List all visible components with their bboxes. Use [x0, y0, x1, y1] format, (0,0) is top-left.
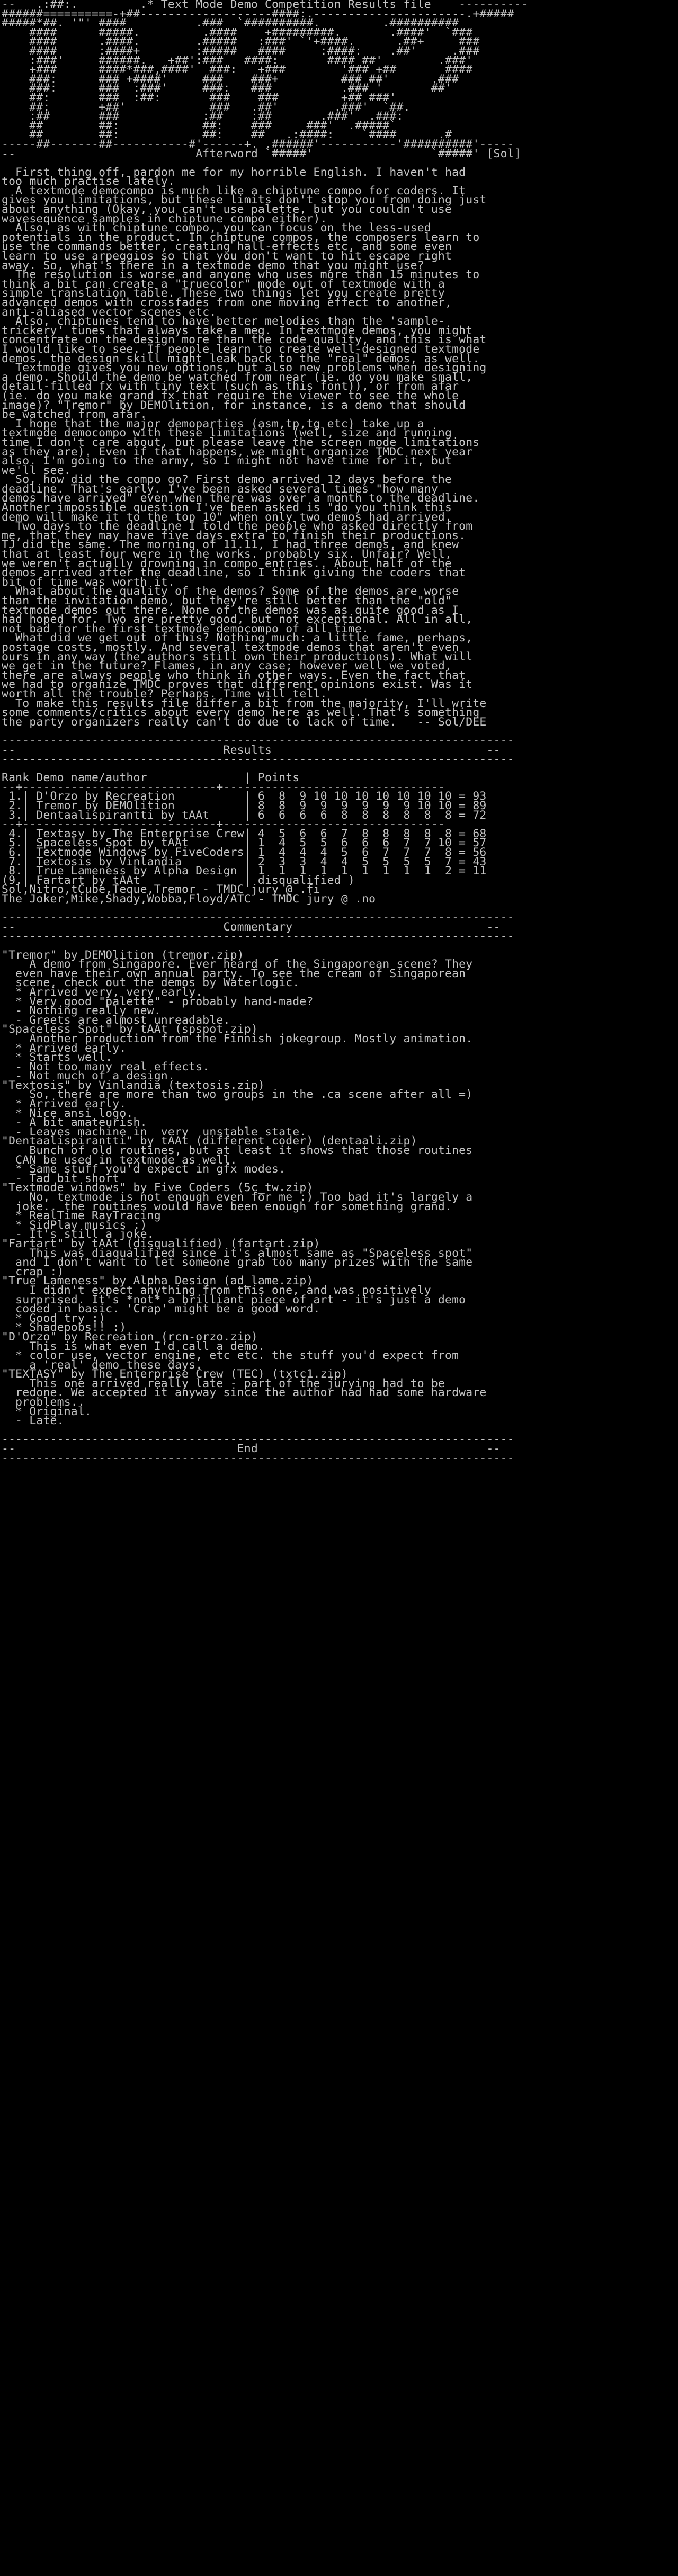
text-line: that at least four were in the works. probably six. Unfair? Well, [2, 548, 452, 561]
text-line: --+----------------------------+-------------------------------- [2, 780, 445, 794]
text-line: use the commands better, creating hall-effects etc, and some even [2, 240, 452, 254]
text-line: Two days to the deadline I told the people who asked directly from [2, 520, 473, 533]
text-line: coded in basic. 'Crap' might be a good word. [2, 1302, 320, 1316]
text-line: scene, check out the demos by Waterlogic. [2, 976, 300, 990]
text-line: ours in any way (the authors still own their productions). What will [2, 650, 473, 664]
text-line: CAN be used in textmode as well. [2, 1153, 237, 1167]
text-line: * Same stuff you'd expect in gfx modes. [2, 1162, 286, 1176]
text-line: "D'Orzo" by Recreation (rcn-orzo.zip) [2, 1330, 258, 1344]
text-line: me, that they may have five days extra to finish their productions. [2, 529, 466, 542]
text-line: "TEXTASY" by The Enterprise Crew (TEC) (txtc1.zip) [2, 1367, 348, 1381]
text-line: ## ##: ##: ### ###' .#####` [2, 119, 397, 132]
text-line: * Arrived very, very early. [2, 985, 203, 999]
text-line: First thing off, pardon me for my horrible English. I haven't had [2, 165, 466, 179]
text-line: advanced demos with crossfades from one moving effect to another, [2, 296, 452, 309]
text-line: Also, as with chiptune compo, you can focus on the less-used [2, 221, 431, 235]
text-line: So, there are more than two groups in the .ca scene after all =) [2, 1088, 473, 1102]
text-line: No, textmode is not enough even for me :) Too bad it's largely a [2, 1191, 473, 1204]
text-line: not bad for the first textmode democompo of all time. [2, 622, 369, 636]
text-line: some comments/critics about every demo here as well. That's something [2, 706, 480, 720]
text-line: -- Commentary -- [2, 920, 501, 934]
text-line: "Spaceless Spot" by tAAt (spspot.zip) [2, 1023, 258, 1036]
text-line: and I don't want to let someone grab too many prizes with the same [2, 1256, 473, 1269]
text-line: bit of time was worth it. [2, 575, 175, 589]
text-line: 3.| Dentaalispirantti by tAAt | 6 6 6 6 8 8 8 8 8 8 = 72 [2, 808, 487, 822]
text-line: Rank Demo name/author | Points [2, 771, 300, 785]
text-line: -------------------------------------------------------------------------- [2, 1433, 514, 1446]
text-line: * Nice ansi logo. [2, 1106, 133, 1120]
text-line: demos arrived after the deadline, so I think giving the coders that [2, 566, 466, 580]
text-line: 1.| D'Orzo by Recreation | 6 8 9 10 10 10 10 10 10 10 = 93 [2, 790, 487, 803]
text-line: -- .:##:. .* Text Mode Demo Competition Results file ---------- [2, 0, 528, 11]
text-line: The Joker,Mike,Shady,Wobba,Floyd/ATC - TMDC jury @ .no [2, 892, 376, 906]
text-line: TJ did the same. The morning of 11.11, I had three demos, and knew [2, 538, 459, 552]
text-line: #### #####. .#### +#########. .####' `### [2, 25, 473, 39]
text-line: 5.| Spaceless Spot by tAAt | 1 4 5 5 6 6 6 7 7 10 = 57 [2, 836, 487, 850]
text-line: - A bit amateurish. [2, 1116, 147, 1130]
text-line: - Late. [2, 1414, 64, 1428]
text-line: -------------------------------------------------------------------------- [2, 911, 514, 925]
text-line: -------------------------------------------------------------------------- [2, 753, 514, 766]
text-line: a 'real' demo these days. [2, 1358, 203, 1372]
text-line: 7.| Textosis by Vinlandia | 2 3 3 4 4 5 5 5 5 7 = 43 [2, 855, 487, 869]
text-line: * Starts well. [2, 1051, 113, 1065]
text-line: Textmode gives you new options, but also new problems when designing [2, 361, 487, 375]
text-line: The resolution is worse and anyone who uses more than 15 minutes to [2, 268, 480, 282]
text-line: :###' ######. +##':### ####: #### ##' .###' [2, 53, 473, 67]
text-line: time I don't care about, but please leave the screen mode limitations [2, 435, 480, 449]
text-line: This was diaqualified since it's almost same as "Spaceless spot" [2, 1246, 473, 1260]
text-line: 6.| Textmode Windows by FiveCoders| 1 4 4 4 5 6 7 7 7 8 = 56 [2, 846, 487, 860]
text-line: -------------------------------------------------------------------------- [2, 734, 514, 747]
text-line: This is what even I'd call a demo. [2, 1339, 265, 1353]
text-line: (9.| Fartart by tAAt | disqualified ) [2, 873, 355, 887]
text-line: gives you limitations, but these limits don't stop you from doing just [2, 193, 487, 207]
text-line: ## ##: ##: ## .:####: `#### .# [2, 128, 452, 142]
text-line: as they are). Even if that happens, we might organize TMDC next year [2, 445, 473, 459]
text-line: we get in the future? Flames, in any case; however well we voted, [2, 659, 452, 673]
text-line: -- End -- [2, 1442, 501, 1456]
text-line: * color use, vector engine, etc etc. the stuff you'd expect from [2, 1349, 459, 1363]
text-line: ###: ### +####' ### ###+ ### ##' .### [2, 72, 459, 86]
text-line: ##: ### :##: ### ### +## ###' [2, 91, 397, 104]
text-line: demo will make it to the top 10" when only two demos had arrived. [2, 510, 452, 524]
text-line: potentials in the product. In chiptune compos, the composers learn to [2, 230, 480, 244]
text-line: problems.. [2, 1396, 85, 1409]
text-line: * SidPlay musics :) [2, 1218, 147, 1232]
text-line: "Textosis" by Vinlandia (textosis.zip) [2, 1078, 265, 1092]
text-line: "Textmode windows" by Five Coders (5c_tw.zip) [2, 1181, 314, 1195]
text-line: --+----------------------------+-------------------------------- [2, 818, 445, 831]
text-line: I would like to see. If people learn to create well-designed textmode [2, 342, 480, 356]
text-line: wavesequence samples in chiptune compo either). [2, 212, 327, 226]
text-line: ###: ### :###' ###: ### .### ' ##' [2, 82, 452, 95]
text-line: "Fartart" by tAAt (disqualified) (fartart.zip) [2, 1237, 320, 1250]
text-line: crap :) [2, 1265, 64, 1278]
text-line: This one arrived really late - part of the jurying had to be [2, 1376, 445, 1390]
text-line: 4.| Textasy by The Enterprise Crew| 4 5 6 6 7 8 8 8 8 8 = 68 [2, 827, 487, 840]
text-line: - Not too many real effects. [2, 1060, 210, 1074]
text-line: - It's still a joke. [2, 1228, 154, 1241]
text-line: image)? "Tremor" by DEMOlition, for instance, is a demo that should [2, 398, 466, 412]
text-line: joke.. the routines would have been enough for something grand. [2, 1200, 452, 1213]
text-line: worth all the trouble? Perhaps. Time will tell. [2, 687, 327, 701]
text-line: * RealTime RayTracing [2, 1209, 161, 1223]
text-line: "Tremor" by DEMOlition (tremor.zip) [2, 948, 244, 962]
text-line: demos, the design skill might leak back to the "real" demos, as well. [2, 352, 480, 365]
text-line: simple translation table. These two things let you create pretty [2, 287, 445, 300]
text-line: -- Results -- [2, 743, 501, 757]
text-line: trickery' tunes that always take a meg. In textmode demos, you might [2, 324, 473, 337]
text-line: demos have arrived" even when there was over a month to the deadline. [2, 491, 480, 505]
text-line: So, how did the compo go? First demo arrived 12 days before the [2, 473, 452, 487]
text-line: we weren't actually drowning in compo entries.. About half of the [2, 557, 452, 570]
text-line: learn to use arpeggios so that you don't want to hit escape right [2, 249, 452, 263]
text-line: even have their own annual party. To see the cream of Singaporean [2, 967, 466, 980]
text-line: I hope that the major demoparties (asm,tp,tg etc) take up a [2, 417, 424, 431]
text-line: -----##-------##-----------#'------+. .######'-----------'##########'----- [2, 137, 514, 151]
text-line: +### ####*###,####' ###: +### '### +## #### [2, 63, 473, 77]
text-line: the party organizers really can't do due to lack of time. -- Sol/DEE [2, 715, 487, 729]
text-line: A textmode democompo is much like a chiptune compo for coders. It [2, 184, 466, 198]
text-line: "Dentaalispirantti" by tAAt (different coder) (dentaali.zip) [2, 1134, 417, 1148]
text-line: I didn't expect anything from this one, and was positively [2, 1283, 431, 1297]
text-line: deadline. That's early. I've been asked several times "how many [2, 482, 438, 496]
text-line: A demo from Singapore. Ever heard of the Singaporean scene? They [2, 958, 473, 971]
text-line: 2.| Tremor by DEMOlition | 8 8 9 9 9 9 9 9 10 10 = 89 [2, 799, 487, 813]
text-line: * Shadepobs!! :) [2, 1321, 127, 1335]
text-line: (ie. do you make grand fx that require the viewer to see the whole [2, 389, 459, 402]
text-line: - Nothing really new. [2, 1004, 161, 1018]
text-line: - Not much of a design. [2, 1069, 175, 1083]
text-line: there are always people who think in other ways. Even the fact that [2, 668, 466, 682]
text-line: What about the quality of the demos? Some of the demos are worse [2, 585, 459, 598]
text-line: Sol,Nitro,tCube,Teque,Tremor - TMDC jury @ .fi [2, 883, 320, 897]
text-line: anti-aliased vector scenes etc. [2, 305, 217, 319]
text-line: * Good try :) [2, 1311, 106, 1325]
text-line: be watched from afar. [2, 408, 147, 422]
text-line: too much practise lately. [2, 175, 175, 189]
text-line: -- Afterword `#####' `#####' [Sol] [2, 147, 521, 160]
text-line: What did we get out of this? Nothing much: a little fame, perhaps, [2, 631, 473, 645]
text-line: we'll see. [2, 463, 71, 477]
text-line: To make this results file differ a bit from the majority, I'll write [2, 696, 487, 710]
text-line: #### .####. .##### :###' `'+####. .##+ ### [2, 35, 480, 49]
text-line: - Greets are almost unreadable. [2, 1013, 230, 1027]
text-line: "True Lameness" by Alpha Design (ad_lame.zip) [2, 1274, 314, 1288]
text-line: - Leaves machine in _very_ unstable state. [2, 1125, 307, 1139]
text-line: also. I'm going to the army, so I might not have time for it, but [2, 454, 452, 468]
text-line: had hoped for. Two are pretty good, but not exceptional. All in all, [2, 613, 473, 627]
text-line: #####*##. '"' #### .### `##########. .########## [2, 16, 459, 30]
text-line: detail-filled fx with tiny text (such as this font)), or from afar [2, 380, 459, 393]
text-line: Another impossible question I've been asked is "do you think this [2, 501, 452, 515]
text-line: surprised. It's *not* a brilliant piece of art - it's just a demo [2, 1293, 466, 1307]
text-line: textmode democompo with these limitations (well, size and running [2, 426, 452, 440]
text-line: -------------------------------------------------------------------------- [2, 1451, 514, 1465]
text-line: postage costs, mostly. And several textmode demos that aren't even [2, 640, 459, 654]
text-line: - Tad bit short [2, 1171, 120, 1185]
text-line: * Very good "palette" - probably hand-made? [2, 995, 314, 1008]
text-line: Also, chiptunes tend to have better melodies than the 'sample- [2, 315, 445, 328]
text-line: textmode demos out there. None of the demos was as quite good as I [2, 603, 459, 617]
text-line: Another production from the Finnish jokegroup. Mostly animation. [2, 1032, 473, 1045]
text-line: Bunch of old routines, but at least it shows that those routines [2, 1144, 473, 1158]
text-line: ##: +##' ### .##' .###' `##. [2, 100, 411, 114]
text-line: about anything (Okay, you can't use palette, but you couldn't use [2, 203, 452, 217]
text-line: redone. We accepted it anyway since the author had had some hardware [2, 1386, 487, 1400]
text-line: * Arrived early. [2, 1097, 127, 1111]
text-line: -------------------------------------------------------------------------- [2, 929, 514, 943]
text-line: 8.| True Lameness by Alpha Design | 1 1 1 1 1 1 1 1 1 2 = 11 [2, 864, 487, 878]
text-line: #### :####+ :##### #### :####: .##' .### [2, 44, 480, 58]
text-line: concentrate on the design more than the code quality, and this is what [2, 333, 487, 347]
text-line: think a bit can create a "truecolor" mode out of textmode with a [2, 277, 445, 291]
text-line: we had to organize TMDC proves that different opinions exist. Was it [2, 678, 473, 692]
text-line: a demo. Should the demo be watched from near (ie. do you make small, [2, 370, 473, 384]
text-line: :## ### :## :## .###' .###: [2, 110, 404, 123]
text-line: * Arrived early. [2, 1041, 127, 1055]
text-line: * Original. [2, 1405, 92, 1418]
text-line: ######==========-+##-------------------####:.----------------------.+##### [2, 7, 514, 21]
text-line: away. So, what's there in a textmode demo that you might use? [2, 258, 424, 272]
text-line: than the invitation demo, but they're still better than the "old" [2, 594, 452, 607]
